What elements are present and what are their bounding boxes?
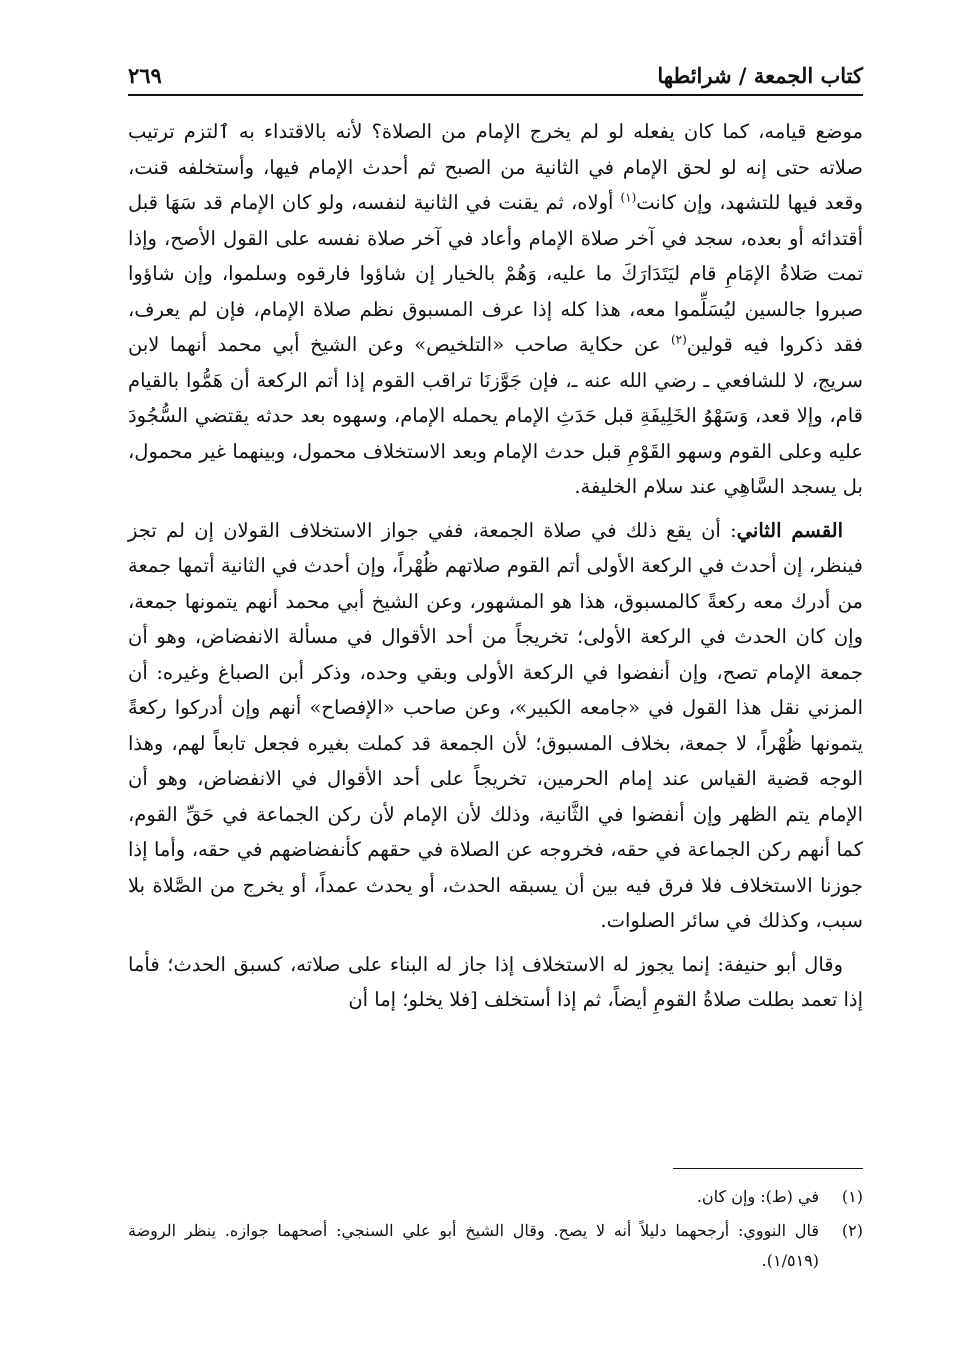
paragraph-text: : أن يقع ذلك في صلاة الجمعة، ففي جواز الاستخلاف القولان إن لم تجز فينظر، إن أحدث في الركعة الأولى أتم القوم صلاتهم ظُهْراً، وإن أحدث في الثانية أتمها جمعة من أدرك معه ركعةً كالمسبوق، هذا هو المشهور، وعن الشيخ أبي محمد أنهم يتمونها جمعة، وإن كان الحدث في الركعة الأولى؛ تخريجاً من أحد الأقوال في مسألة الانفضاض، وهو أن جمعة الإمام تصح، وإن أنفضوا في الركعة الأولى وبقي وحده، وذكر أبن الصباغ وغيره: أن المزني نقل هذا القول في «جامعه الكبير»، وعن صاحب «الإفصاح» أنهم وإن أدركوا ركعةً يتمونها ظُهْراً، لا جمعة، بخلاف المسبوق؛ لأن الجمعة قد كملت بغيره فجعل تابعاً لهم، وهذا الوجه قضية القياس عند إمام الحرمين، تخريجاً على أحد الأقوال في الانفضاض، وهو أن الإمام يتم الظهر وإن أنفضوا في الثَّانية، وذلك لأن الإمام لأن ركن الجماعة في حَقِّ القوم، كما أنهم ركن الجماعة في حقه، فخروجه عن الصلاة في حقهم كأنفضاضهم في حقه، وأما إذا جوزنا الاستخلاف فلا فرق فيه بين أن يسبقه الحدث، أو يحدث عمداً، أو يخرج من الصَّلاة بلا سبب، وكذلك في سائر الصلوات.	[128, 518, 863, 932]
paragraph	[128, 114, 863, 505]
footnote-text: قال النووي: أرجحهما دليلاً أنه لا يصح. وقال الشيخ أبو علي السنجي: أصحهما جوازه. ينظر الروضة (١/٥١٩).	[128, 1221, 819, 1270]
paragraph	[128, 947, 863, 1018]
paragraph-text: عن حكاية صاحب «التلخيص» وعن الشيخ أبي محمد أنهما لابن سريج، لا للشافعي ـ رضي الله عنه ـ، فإن جَوَّزنَا تراقب القوم إذا أتم الركعة أن هَمُّوا بالقيام قام، وإلا قعد، وَسَهْوُ الخَلِيفَةِ قبل حَدَثِ الإمام يحمله الإمام، وسهوه بعد حدثه يقتضي السُّجُودَ عليه وعلى القوم وسهو القَوْمِ قبل حدث الإمام وبعد الاستخلاف محمول، وبينهما غير محمول، بل يسجد السَّاهِي عند سلام الخليفة.	[128, 333, 863, 498]
footnotes	[128, 1182, 863, 1280]
footnote-divider	[673, 1168, 863, 1169]
footnote-marker: (١)	[841, 1187, 863, 1206]
paragraph	[128, 513, 863, 939]
page-header	[128, 56, 863, 96]
footnote-text: في (ط): وإن كان.	[696, 1187, 819, 1206]
footnote-marker: (٢)	[841, 1221, 863, 1240]
footnote	[128, 1182, 863, 1212]
footnote-ref: (١)	[620, 190, 637, 205]
section-heading: القسم الثاني	[736, 518, 843, 542]
footnote	[128, 1216, 863, 1276]
paragraph-text: أولاه، ثم يقنت في الثانية لنفسه، ولو كان الإمام قد سَهَا قبل أقتدائه أو بعده، سجد في آخر صلاة الإمام وأعاد في آخر صلاة نفسه على القول الأصح، وإذا تمت صَلاةُ الإمَامِ قام ليَتَدَارَكَ ما عليه، وَهُمْ بالخيار إن شاؤوا فارقوه وسلموا، وإن شاؤوا صبروا جالسين ليُسَلِّموا معه، هذا كله إذا عرف المسبوق نظم صلاة الإمام، فإن لم يعرف، فقد ذكروا فيه قولين	[128, 191, 863, 356]
footnote-ref: (٢)	[670, 332, 687, 347]
running-title: كتاب الجمعة / شرائطها	[657, 63, 863, 88]
paragraph-text: وقال أبو حنيفة: إنما يجوز له الاستخلاف إذا جاز له البناء على صلاته، كسبق الحدث؛ فأما إذا تعمد بطلت صلاةُ القومِ أيضاً، ثم إذا أستخلف [فلا يخلو؛ إما أن	[128, 952, 863, 1011]
paragraph-text: موضع قيامه، كما كان يفعله لو لم يخرج الإمام من الصلاة؟ لأنه بالاقتداء به ٱلتزم ترتيب صلاته حتى إنه لو لحق الإمام في الثانية من الصبح ثم أحدث الإمام فيها، وأستخلفه قنت، وقعد فيها للتشهد، وإن كانت	[128, 120, 863, 214]
main-text	[128, 114, 863, 1026]
page-number: ٢٦٩	[128, 63, 162, 88]
